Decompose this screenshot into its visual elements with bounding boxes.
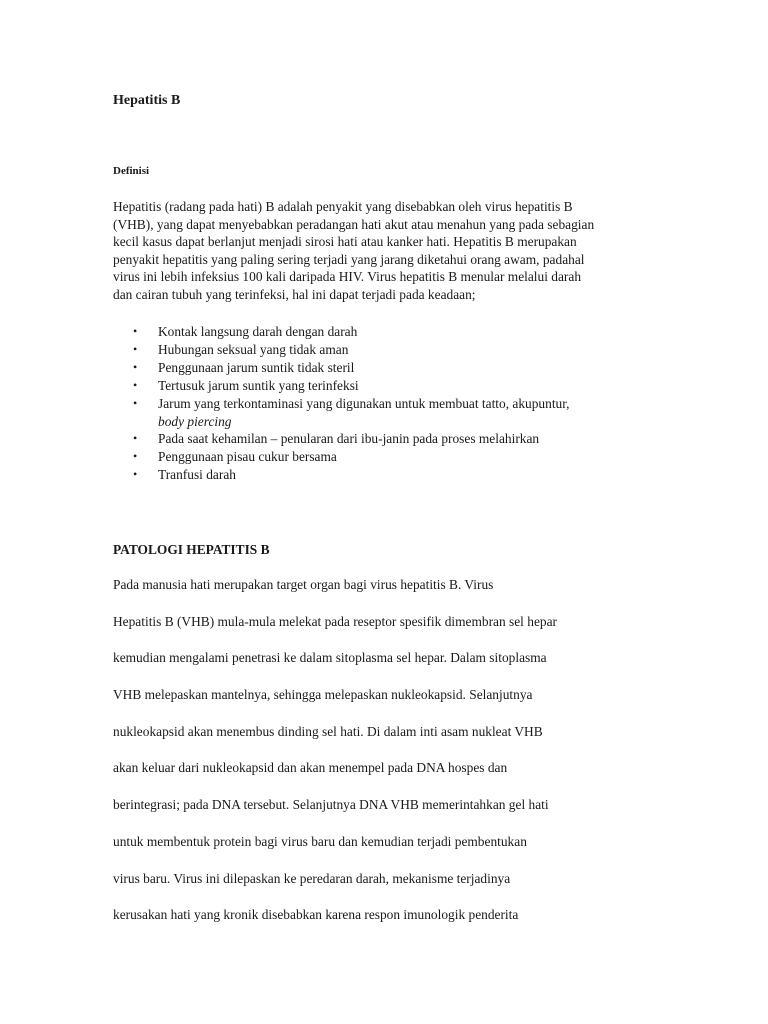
pathology-line: nukleokapsid akan menembus dinding sel hati. Di dalam inti asam nukleat VHB bbox=[113, 723, 543, 739]
list-item-text: Hubungan seksual yang tidak aman bbox=[158, 341, 349, 357]
pathology-line: kerusakan hati yang kronik disebabkan karena respon imunologik penderita bbox=[113, 907, 519, 923]
pathology-heading: PATOLOGI HEPATITIS B bbox=[113, 542, 270, 557]
definition-heading: Definisi bbox=[113, 165, 150, 177]
bullet-icon: • bbox=[133, 467, 138, 482]
bullet-icon: • bbox=[133, 359, 138, 374]
list-item bbox=[113, 448, 673, 466]
definition-line: kecil kasus dapat berlanjut menjadi sirosi hati atau kanker hati. Hepatitis B merupakan bbox=[113, 234, 577, 250]
pathology-line: Pada manusia hati merupakan target organ bagi virus hepatitis B. Virus bbox=[113, 577, 494, 592]
list-item-text: Tertusuk jarum suntik yang terinfeksi bbox=[158, 377, 359, 393]
pathology-paragraph bbox=[113, 576, 673, 943]
list-item-text: Tranfusi darah bbox=[158, 467, 236, 483]
definition-line: penyakit hepatitis yang paling sering terjadi yang jarang diketahui orang awam, padahal bbox=[113, 251, 585, 267]
list-item bbox=[113, 323, 673, 341]
bullet-icon: • bbox=[133, 377, 138, 392]
bullet-icon: • bbox=[133, 395, 138, 410]
bullet-icon: • bbox=[133, 431, 138, 446]
definition-paragraph bbox=[113, 198, 673, 304]
definition-line: Hepatitis (radang pada hati) B adalah penyakit yang disebabkan oleh virus hepatitis B bbox=[113, 199, 573, 214]
pathology-line: VHB melepaskan mantelnya, sehingga melepaskan nukleokapsid. Selanjutnya bbox=[113, 687, 533, 703]
list-item-text: Jarum yang terkontaminasi yang digunakan untuk membuat tatto, akupuntur, bbox=[158, 395, 570, 411]
list-item bbox=[113, 395, 673, 431]
list-item bbox=[113, 466, 673, 484]
pathology-line: untuk membentuk protein bagi virus baru dan kemudian terjadi pembentukan bbox=[113, 833, 527, 849]
list-item bbox=[113, 341, 673, 359]
definition-line: dan cairan tubuh yang terinfeksi, hal ini dapat terjadi pada keadaan; bbox=[113, 286, 476, 302]
transmission-list bbox=[113, 323, 673, 484]
list-item-text: Penggunaan pisau cukur bersama bbox=[158, 449, 337, 465]
list-item-text: Pada saat kehamilan – penularan dari ibu-janin pada proses melahirkan bbox=[158, 431, 540, 447]
list-item bbox=[113, 430, 673, 448]
pathology-line: kemudian mengalami penetrasi ke dalam sitoplasma sel hepar. Dalam sitoplasma bbox=[113, 650, 547, 666]
list-item-text: Penggunaan jarum suntik tidak steril bbox=[158, 359, 355, 375]
definition-line: virus ini lebih infeksius 100 kali daripada HIV. Virus hepatitis B menular melalui darah bbox=[113, 269, 582, 285]
bullet-icon: • bbox=[133, 341, 138, 356]
list-item-continuation: body piercing bbox=[158, 413, 232, 429]
list-item bbox=[113, 359, 673, 377]
bullet-icon: • bbox=[133, 324, 138, 338]
list-item bbox=[113, 377, 673, 395]
definition-line: (VHB), yang dapat menyebabkan peradangan hati akut atau menahun yang pada sebagian bbox=[113, 216, 595, 232]
document-title: Hepatitis B bbox=[113, 93, 181, 108]
bullet-icon: • bbox=[133, 449, 138, 464]
list-item-text: Kontak langsung darah dengan darah bbox=[158, 324, 358, 339]
pathology-line: virus baru. Virus ini dilepaskan ke peredaran darah, mekanisme terjadinya bbox=[113, 870, 511, 886]
pathology-line: akan keluar dari nukleokapsid dan akan menempel pada DNA hospes dan bbox=[113, 760, 508, 776]
pathology-line: berintegrasi; pada DNA tersebut. Selanjutnya DNA VHB memerintahkan gel hati bbox=[113, 797, 549, 813]
pathology-line: Hepatitis B (VHB) mula-mula melekat pada reseptor spesifik dimembran sel hepar bbox=[113, 613, 557, 629]
